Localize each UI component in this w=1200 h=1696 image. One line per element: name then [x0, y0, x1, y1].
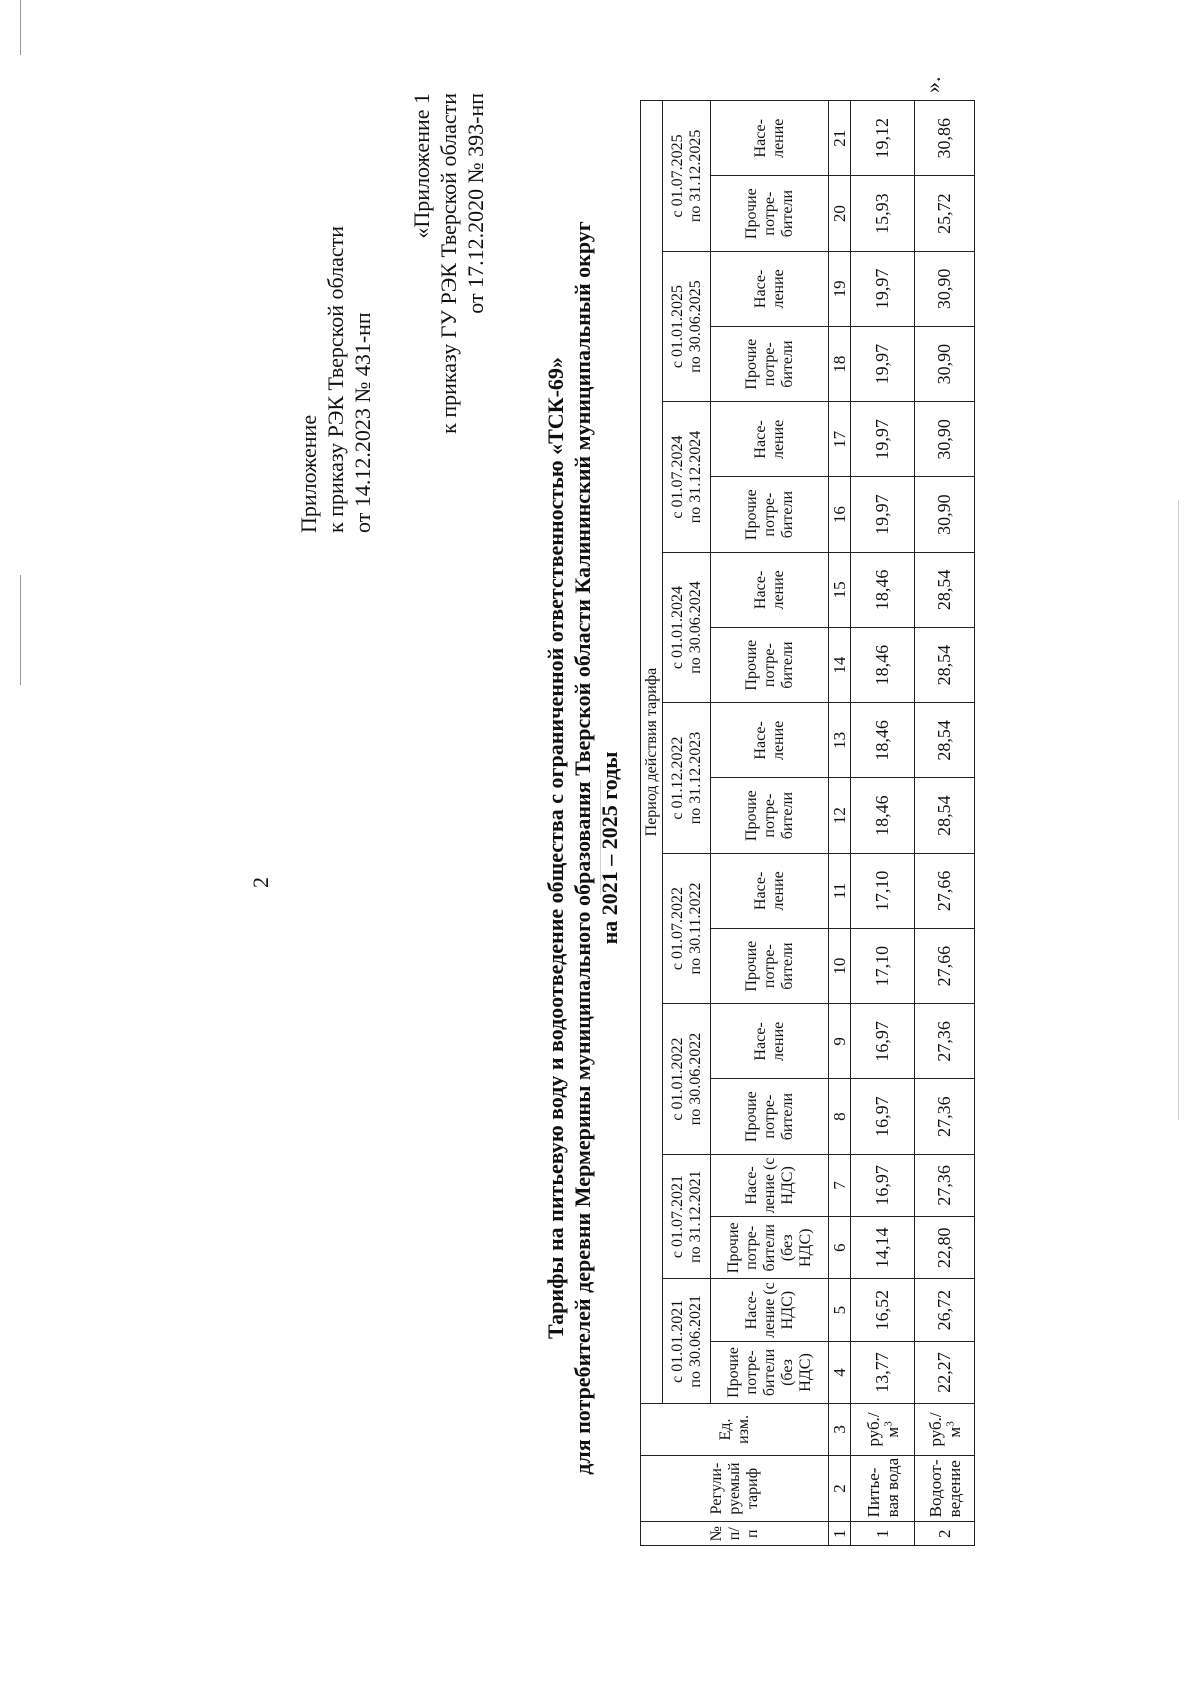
- unit-superscript: 3: [943, 1421, 956, 1427]
- consumer-row: [711, 101, 829, 1546]
- row-tariff: Питье-вая вода: [851, 1455, 915, 1522]
- consumer-population: Насе-ление: [711, 853, 829, 928]
- tariff-value: 17,10: [851, 853, 915, 928]
- tariff-value: 30,90: [915, 402, 975, 477]
- tariff-value: 15,93: [851, 176, 915, 251]
- title-line: для потребителей деревни Мермерины муниципального образования Тверской области Калининский муниципальный округ: [570, 221, 595, 1475]
- tariff-value: 18,46: [851, 552, 915, 627]
- column-number: 4: [829, 1341, 851, 1403]
- period-to: по 31.12.2021: [686, 1170, 704, 1263]
- column-number: 16: [829, 477, 851, 552]
- consumer-others: Прочие потре-бители (без НДС): [711, 1341, 829, 1403]
- consumer-population: Насе-ление: [711, 251, 829, 326]
- period-cell: [663, 853, 711, 1004]
- tariff-value: 19,97: [851, 251, 915, 326]
- row-unit: [915, 1404, 975, 1456]
- row-number: 1: [851, 1522, 915, 1546]
- period-to: по 30.11.2022: [686, 882, 704, 975]
- tariff-value: 27,36: [915, 1154, 975, 1216]
- column-number: 2: [829, 1455, 851, 1522]
- header-period: Период действия тарифа: [641, 101, 663, 1404]
- unit-base: руб./м: [925, 1412, 964, 1447]
- consumer-others: Прочие потре-бители: [711, 176, 829, 251]
- column-number: 1: [829, 1522, 851, 1546]
- column-number-row: [829, 101, 851, 1546]
- period-row: [663, 101, 711, 1546]
- consumer-population: Насе-ление: [711, 552, 829, 627]
- tariff-value: 27,36: [915, 1079, 975, 1154]
- tariff-value: 26,72: [915, 1279, 975, 1341]
- period-to: по 31.12.2023: [686, 731, 704, 825]
- tariff-value: 14,14: [851, 1217, 915, 1279]
- tariff-value: 16,97: [851, 1004, 915, 1079]
- tariff-value: 28,54: [915, 628, 975, 703]
- tariff-value: 19,12: [851, 101, 915, 177]
- tariff-value: 30,90: [915, 251, 975, 326]
- period-from: с 01.07.2025: [668, 134, 686, 218]
- consumer-others: Прочие потре-бители: [711, 327, 829, 402]
- tariff-value: 22,80: [915, 1217, 975, 1279]
- period-from: с 01.01.2021: [668, 1299, 686, 1383]
- consumer-others: Прочие потре-бители (без НДС): [711, 1217, 829, 1279]
- appendix-line: к приказу РЭК Тверской области: [323, 225, 348, 533]
- column-number: 11: [829, 853, 851, 928]
- consumer-others: Прочие потре-бители: [711, 628, 829, 703]
- column-number: 17: [829, 402, 851, 477]
- header-unit: Ед. изм.: [641, 1404, 829, 1456]
- consumer-population: Насе-ление: [711, 101, 829, 177]
- column-number: 14: [829, 628, 851, 703]
- tariff-table: [640, 100, 975, 1546]
- closing-quote: ».: [920, 76, 945, 93]
- period-cell: [663, 402, 711, 553]
- period-from: с 01.07.2024: [668, 435, 686, 519]
- column-number: 12: [829, 778, 851, 853]
- row-tariff: Водоот-ведение: [915, 1455, 975, 1522]
- tariff-value: 16,52: [851, 1279, 915, 1341]
- page-number: 2: [248, 877, 273, 888]
- appendix-line: от 14.12.2023 № 431-нп: [350, 312, 375, 533]
- tariff-value: 22,27: [915, 1341, 975, 1403]
- tariff-value: 19,97: [851, 402, 915, 477]
- tariff-value: 27,36: [915, 1004, 975, 1079]
- previous-appendix-header: [408, 93, 489, 543]
- tariff-value: 27,66: [915, 929, 975, 1004]
- column-number: 7: [829, 1154, 851, 1216]
- header-tariff: Регули-руемый тариф: [641, 1455, 829, 1522]
- consumer-others: Прочие потре-бители: [711, 1079, 829, 1154]
- tariff-value: 19,97: [851, 327, 915, 402]
- table-row: [851, 101, 915, 1546]
- consumer-population: Насе-ление (с НДС): [711, 1154, 829, 1216]
- column-number: 21: [829, 101, 851, 177]
- column-number: 15: [829, 552, 851, 627]
- previous-appendix-line: к приказу ГУ РЭК Тверской области: [436, 93, 461, 434]
- tariff-value: 13,77: [851, 1341, 915, 1403]
- tariff-value: 28,54: [915, 552, 975, 627]
- consumer-population: Насе-ление: [711, 1004, 829, 1079]
- consumer-others: Прочие потре-бители: [711, 778, 829, 853]
- column-number: 3: [829, 1404, 851, 1456]
- tariff-value: 16,97: [851, 1154, 915, 1216]
- column-number: 8: [829, 1079, 851, 1154]
- period-to: по 30.06.2021: [686, 1295, 704, 1388]
- column-number: 9: [829, 1004, 851, 1079]
- column-number: 13: [829, 703, 851, 778]
- period-to: по 31.12.2024: [686, 430, 704, 524]
- period-cell: [663, 251, 711, 402]
- unit-base: руб./м: [863, 1412, 902, 1447]
- document-title: [542, 118, 623, 1578]
- period-from: с 01.07.2022: [668, 886, 686, 971]
- consumer-others: Прочие потре-бители: [711, 477, 829, 552]
- previous-appendix-line: от 17.12.2020 № 393-нп: [463, 93, 488, 314]
- column-number: 6: [829, 1217, 851, 1279]
- column-number: 19: [829, 251, 851, 326]
- tariff-value: 16,97: [851, 1079, 915, 1154]
- period-from: с 01.01.2024: [668, 585, 686, 670]
- appendix-header: [295, 226, 376, 533]
- tariff-value: 17,10: [851, 929, 915, 1004]
- scan-edge-mark: [20, 575, 21, 685]
- tariff-value: 18,46: [851, 703, 915, 778]
- column-number: 20: [829, 176, 851, 251]
- column-number: 10: [829, 929, 851, 1004]
- period-cell: [663, 703, 711, 854]
- table-row: [915, 101, 975, 1546]
- tariff-value: 28,54: [915, 703, 975, 778]
- period-to: по 30.06.2025: [686, 280, 704, 373]
- previous-appendix-line: «Приложение 1: [409, 93, 434, 239]
- tariff-value: 30,90: [915, 477, 975, 552]
- title-line: на 2021 – 2025 годы: [597, 751, 622, 945]
- column-number: 18: [829, 327, 851, 402]
- consumer-population: Насе-ление: [711, 402, 829, 477]
- period-from: с 01.07.2021: [668, 1175, 686, 1259]
- tariff-value: 18,46: [851, 628, 915, 703]
- row-unit: [851, 1404, 915, 1456]
- tariff-value: 25,72: [915, 176, 975, 251]
- period-to: по 30.06.2022: [686, 1032, 704, 1126]
- tariff-value: 30,86: [915, 101, 975, 177]
- rotated-document-page: [160, 48, 1040, 1648]
- consumer-population: Насе-ление (с НДС): [711, 1279, 829, 1341]
- tariff-value: 30,90: [915, 327, 975, 402]
- column-number: 5: [829, 1279, 851, 1341]
- period-cell: [663, 101, 711, 252]
- tariff-value: 28,54: [915, 778, 975, 853]
- tariff-value: 27,66: [915, 853, 975, 928]
- title-line: Тарифы на питьевую воду и водоотведение общества с ограниченной ответственностью «ТСК-69»: [543, 357, 568, 1339]
- scan-edge-mark: [20, 0, 21, 55]
- period-from: с 01.01.2025: [668, 284, 686, 369]
- period-cell: [663, 1279, 711, 1404]
- consumer-others: Прочие потре-бители: [711, 929, 829, 1004]
- period-from: с 01.12.2022: [668, 736, 686, 820]
- tariff-value: 18,46: [851, 778, 915, 853]
- period-cell: [663, 1154, 711, 1279]
- period-cell: [663, 552, 711, 703]
- scan-edge-line: [1178, 500, 1179, 1120]
- consumer-population: Насе-ление: [711, 703, 829, 778]
- period-from: с 01.01.2022: [668, 1037, 686, 1121]
- tariff-value: 19,97: [851, 477, 915, 552]
- unit-superscript: 3: [881, 1421, 894, 1427]
- header-number: № п/п: [641, 1522, 829, 1546]
- period-cell: [663, 1004, 711, 1155]
- period-to: по 31.12.2025: [686, 129, 704, 223]
- period-to: по 30.06.2024: [686, 581, 704, 674]
- row-number: 2: [915, 1522, 975, 1546]
- appendix-line: Приложение: [296, 414, 321, 533]
